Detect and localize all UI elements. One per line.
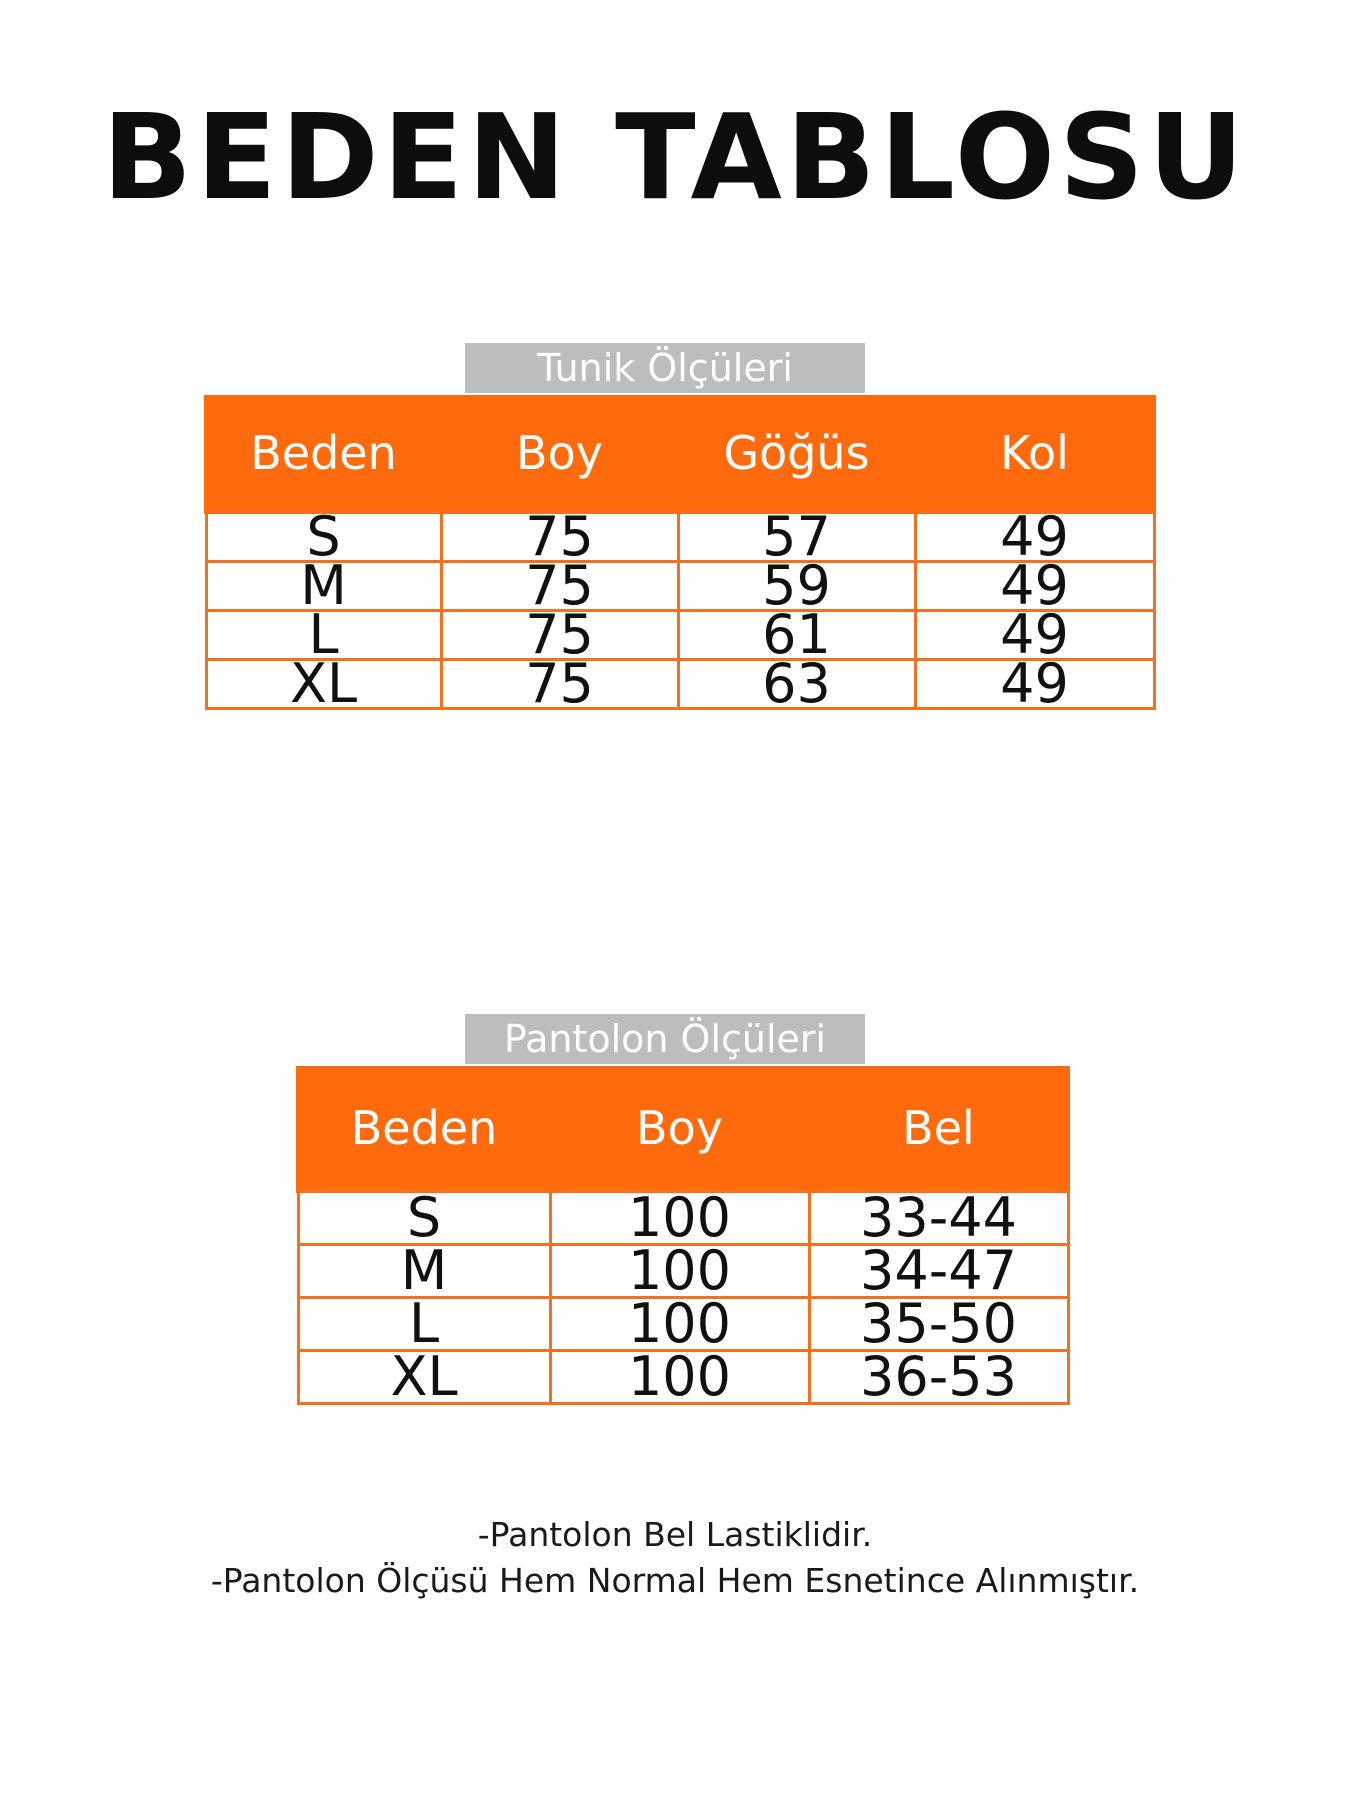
note-line: -Pantolon Ölçüsü Hem Normal Hem Esnetince Alınmıştır. bbox=[210, 1561, 1140, 1600]
note-line: -Pantolon Bel Lastiklidir. bbox=[477, 1515, 873, 1554]
table-row bbox=[298, 1245, 1068, 1298]
table-row bbox=[206, 660, 1154, 709]
cell-bel: 35-50 bbox=[809, 1298, 1068, 1351]
table-row bbox=[298, 1298, 1068, 1351]
tunik-section-label: Tunik Ölçüleri bbox=[465, 343, 865, 393]
cell-beden: L bbox=[298, 1298, 550, 1351]
cell-beden: M bbox=[298, 1245, 550, 1298]
table-header-row bbox=[298, 1066, 1068, 1192]
cell-boy: 75 bbox=[441, 611, 678, 660]
cell-bel: 34-47 bbox=[809, 1245, 1068, 1298]
pantolon-section-label: Pantolon Ölçüleri bbox=[465, 1014, 865, 1064]
tunik-size-table bbox=[204, 395, 1156, 710]
header-bel: Bel bbox=[809, 1066, 1068, 1192]
header-kol: Kol bbox=[915, 395, 1154, 513]
cell-beden: M bbox=[206, 562, 441, 611]
header-boy: Boy bbox=[550, 1066, 809, 1192]
table-row bbox=[298, 1192, 1068, 1245]
cell-gogus: 59 bbox=[678, 562, 915, 611]
cell-boy: 75 bbox=[441, 660, 678, 709]
table-row bbox=[206, 562, 1154, 611]
page-title: BEDEN TABLOSU bbox=[102, 88, 1248, 226]
header-gogus: Göğüs bbox=[678, 395, 915, 513]
cell-gogus: 63 bbox=[678, 660, 915, 709]
cell-boy: 75 bbox=[441, 513, 678, 562]
table-row bbox=[206, 611, 1154, 660]
cell-beden: XL bbox=[206, 660, 441, 709]
header-beden: Beden bbox=[206, 395, 441, 513]
table-row bbox=[206, 513, 1154, 562]
notes bbox=[0, 1512, 1350, 1604]
cell-boy: 75 bbox=[441, 562, 678, 611]
cell-beden: L bbox=[206, 611, 441, 660]
cell-kol: 49 bbox=[915, 611, 1154, 660]
cell-bel: 36-53 bbox=[809, 1351, 1068, 1404]
cell-beden: S bbox=[298, 1192, 550, 1245]
cell-kol: 49 bbox=[915, 660, 1154, 709]
header-beden: Beden bbox=[298, 1066, 550, 1192]
table-header-row bbox=[206, 395, 1154, 513]
cell-gogus: 61 bbox=[678, 611, 915, 660]
cell-bel: 33-44 bbox=[809, 1192, 1068, 1245]
cell-beden: S bbox=[206, 513, 441, 562]
header-boy: Boy bbox=[441, 395, 678, 513]
cell-kol: 49 bbox=[915, 562, 1154, 611]
cell-boy: 100 bbox=[550, 1351, 809, 1404]
cell-kol: 49 bbox=[915, 513, 1154, 562]
pantolon-size-table bbox=[296, 1066, 1070, 1405]
table-row bbox=[298, 1351, 1068, 1404]
cell-boy: 100 bbox=[550, 1298, 809, 1351]
cell-gogus: 57 bbox=[678, 513, 915, 562]
cell-boy: 100 bbox=[550, 1245, 809, 1298]
cell-boy: 100 bbox=[550, 1192, 809, 1245]
cell-beden: XL bbox=[298, 1351, 550, 1404]
